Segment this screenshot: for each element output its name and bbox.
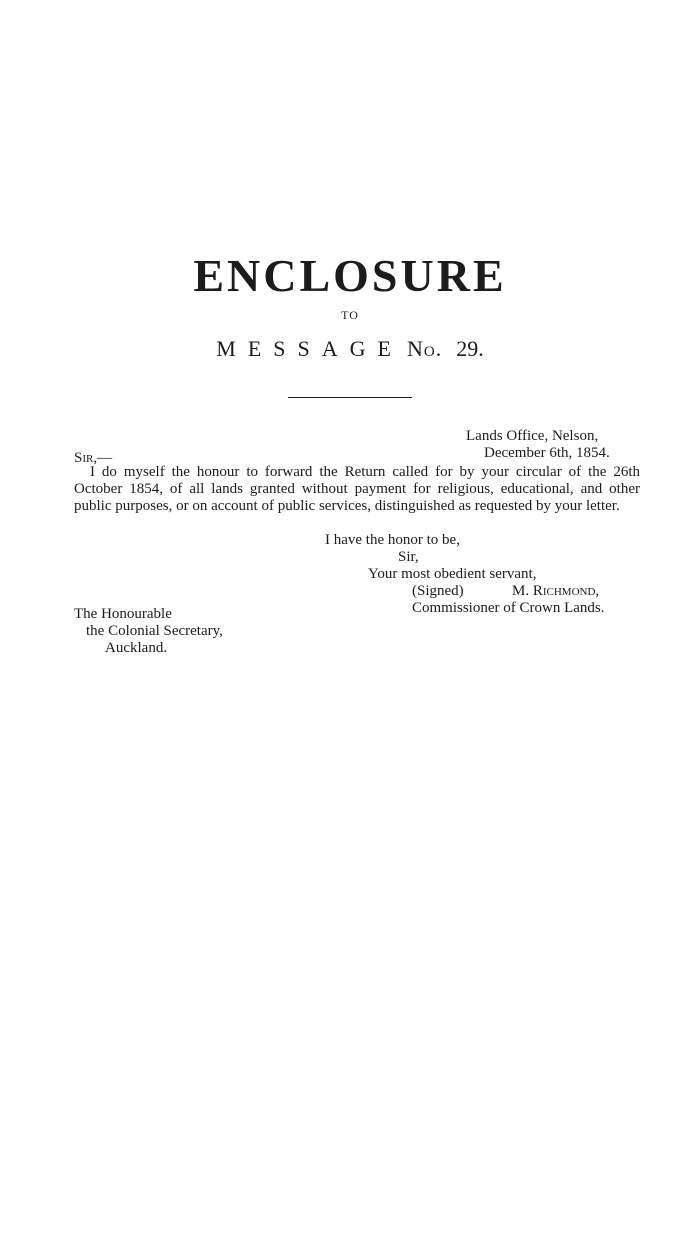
salutation: Sir,— (74, 450, 113, 466)
signatory-name: M. Richmond, (512, 583, 600, 599)
address-line-1: Lands Office, Nelson, (466, 428, 599, 444)
signatory-title: Commissioner of Crown Lands. (412, 600, 605, 616)
letter-body: I do myself the honour to forward the Return called for by your circular of the 26th October 1854, of all lands granted without payment for religious, educational, and other public purposes, or on account of public services, distinguished as requested by your letter. (74, 464, 640, 515)
divider-rule (288, 397, 412, 398)
message-number: 29. (456, 336, 484, 361)
closing-line-2: Sir, (398, 549, 419, 565)
number-label: No. (406, 336, 443, 361)
address-line-2: December 6th, 1854. (484, 445, 610, 461)
to-label: TO (341, 308, 359, 322)
closing-line-3: Your most obedient servant, (368, 566, 537, 582)
recipient-line-1: The Honourable (74, 606, 172, 622)
message-number-heading (0, 336, 700, 362)
enclosure-title: ENCLOSURE (193, 250, 507, 301)
recipient-line-2: the Colonial Secretary, (86, 623, 223, 639)
signed-label: (Signed) (412, 583, 464, 599)
closing-line-1: I have the honor to be, (325, 532, 460, 548)
message-word: MESSAGE (216, 336, 403, 361)
recipient-line-3: Auckland. (105, 640, 168, 656)
